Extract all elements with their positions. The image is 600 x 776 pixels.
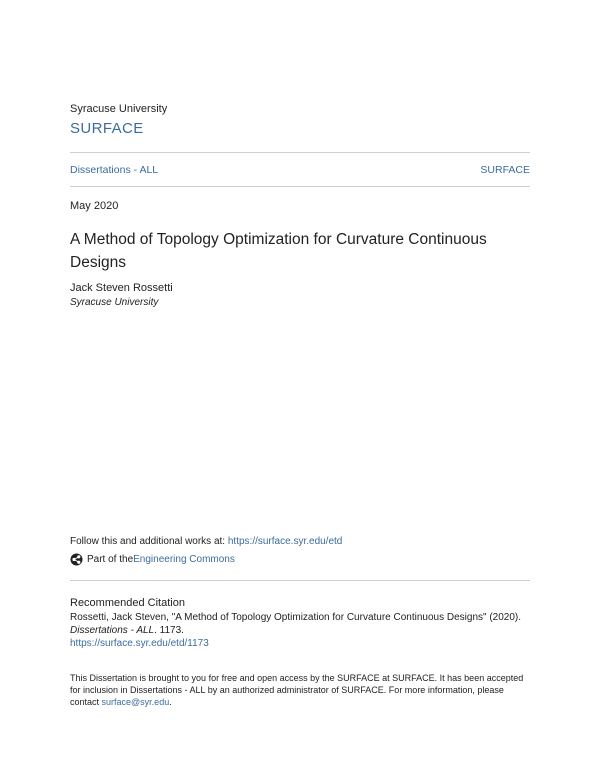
follow-url-link[interactable]: https://surface.syr.edu/etd xyxy=(227,536,343,547)
citation-heading: Recommended Citation xyxy=(70,597,185,609)
citation-series-line xyxy=(70,624,540,637)
institution-name: Syracuse University xyxy=(70,103,168,115)
repository-breadcrumb-link[interactable]: SURFACE xyxy=(480,164,530,176)
engineering-commons-link[interactable]: Engineering Commons xyxy=(133,554,235,565)
citation-number: . 1173. xyxy=(154,625,184,636)
publication-date: May 2020 xyxy=(70,200,119,212)
follow-prefix: Follow this and additional works at: xyxy=(70,536,228,547)
footer-notice-text: This Dissertation is brought to you for free and open access by the SURFACE at SURFACE. It has been accepted for inclusion in Dissertations - ALL by an authorized administrator of SURFACE. For more information, please contact xyxy=(70,673,524,707)
footer-end: . xyxy=(169,697,172,707)
author-name: Jack Steven Rossetti xyxy=(70,282,173,294)
part-of-line xyxy=(70,553,235,566)
contact-email-link[interactable]: surface@syr.edu xyxy=(101,697,170,707)
repository-link[interactable]: SURFACE xyxy=(70,120,144,137)
citation-divider xyxy=(70,580,530,581)
document-title: A Method of Topology Optimization for Curvature Continuous Designs xyxy=(70,231,487,271)
author-affiliation: Syracuse University xyxy=(70,297,159,308)
citation-url-link[interactable]: https://surface.syr.edu/etd/1173 xyxy=(70,638,209,649)
collection-link[interactable]: Dissertations - ALL xyxy=(70,164,159,176)
follow-line xyxy=(70,536,342,547)
top-divider xyxy=(70,152,530,153)
citation-line: Rossetti, Jack Steven, "A Method of Topology Optimization for Curvature Continuous Designs" (2020). xyxy=(70,612,522,623)
breadcrumb-divider xyxy=(70,186,530,187)
citation-series: Dissertations - ALL xyxy=(70,625,155,636)
share-icon xyxy=(70,553,83,566)
citation-body xyxy=(70,611,540,650)
footer-notice xyxy=(70,672,532,708)
part-of-prefix: Part of the xyxy=(87,554,134,565)
